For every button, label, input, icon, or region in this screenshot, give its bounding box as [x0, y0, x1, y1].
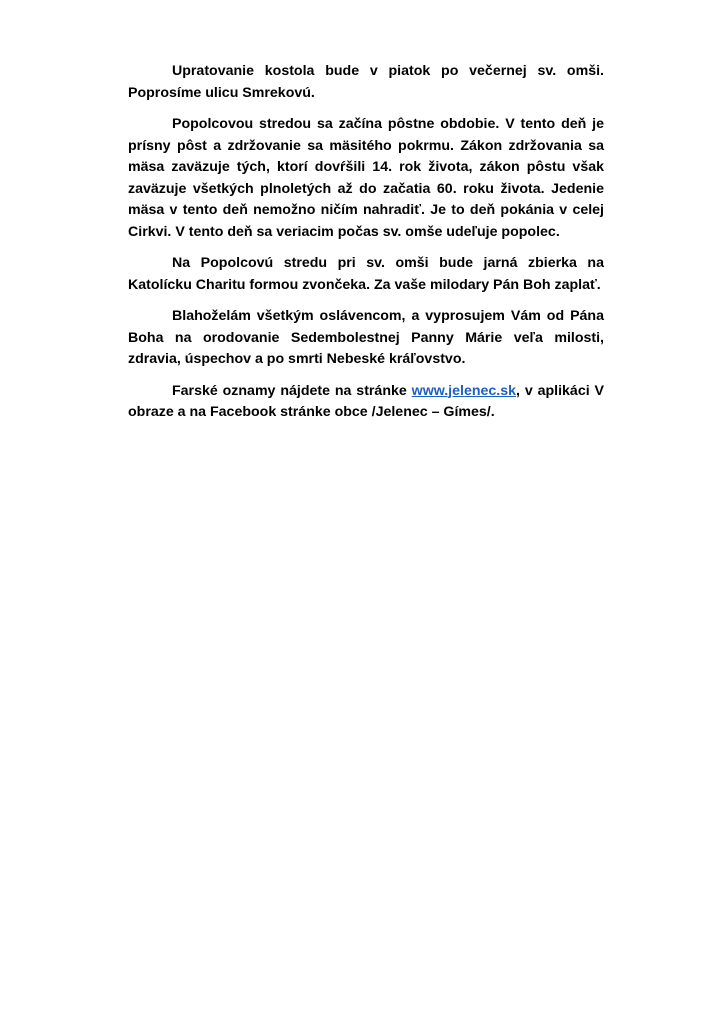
- paragraph-ash-wednesday-fasting: Popolcovou stredou sa začína pôstne obdobie. V tento deň je prísny pôst a zdržovanie sa mäsitého pokrmu. Zákon zdržovania sa mäsa zaväzuje tých, ktorí dovŕšili 14. rok života, zákon pôstu však zaväzuje všetkých plnoletých až do začatia 60. roku života. Jedenie mäsa v tento deň nemožno ničím nahradiť. Je to deň pokánia v celej Cirkvi. V tento deň sa veriacim počas sv. omše udeľuje popolec.: [128, 116, 604, 240]
- paragraph-charity-collection: Na Popolcovú stredu pri sv. omši bude jarná zbierka na Katolícku Charitu formou zvončeka. Za vaše milodary Pán Boh zaplať.: [128, 255, 604, 293]
- document-page: [128, 61, 604, 434]
- paragraph-church-cleaning: Upratovanie kostola bude v piatok po večernej sv. omši. Poprosíme ulicu Smrekovú.: [128, 63, 604, 101]
- announcements-text-before-link: Farské oznamy nájdete na stránke: [172, 382, 412, 399]
- paragraph-announcements-location: [128, 381, 604, 424]
- announcements-text-after-link: , v aplikáci V obraze a na Facebook stránke obce /Jelenec – Gímes/.: [128, 382, 604, 420]
- parish-website-link[interactable]: www.jelenec.sk: [411, 382, 517, 399]
- paragraph-congratulations: Blahoželám všetkým oslávencom, a vyprosujem Vám od Pána Boha na orodovanie Sedembolestnej Panny Márie veľa milosti, zdravia, úspechov a po smrti Nebeské kráľovstvo.: [128, 308, 604, 367]
